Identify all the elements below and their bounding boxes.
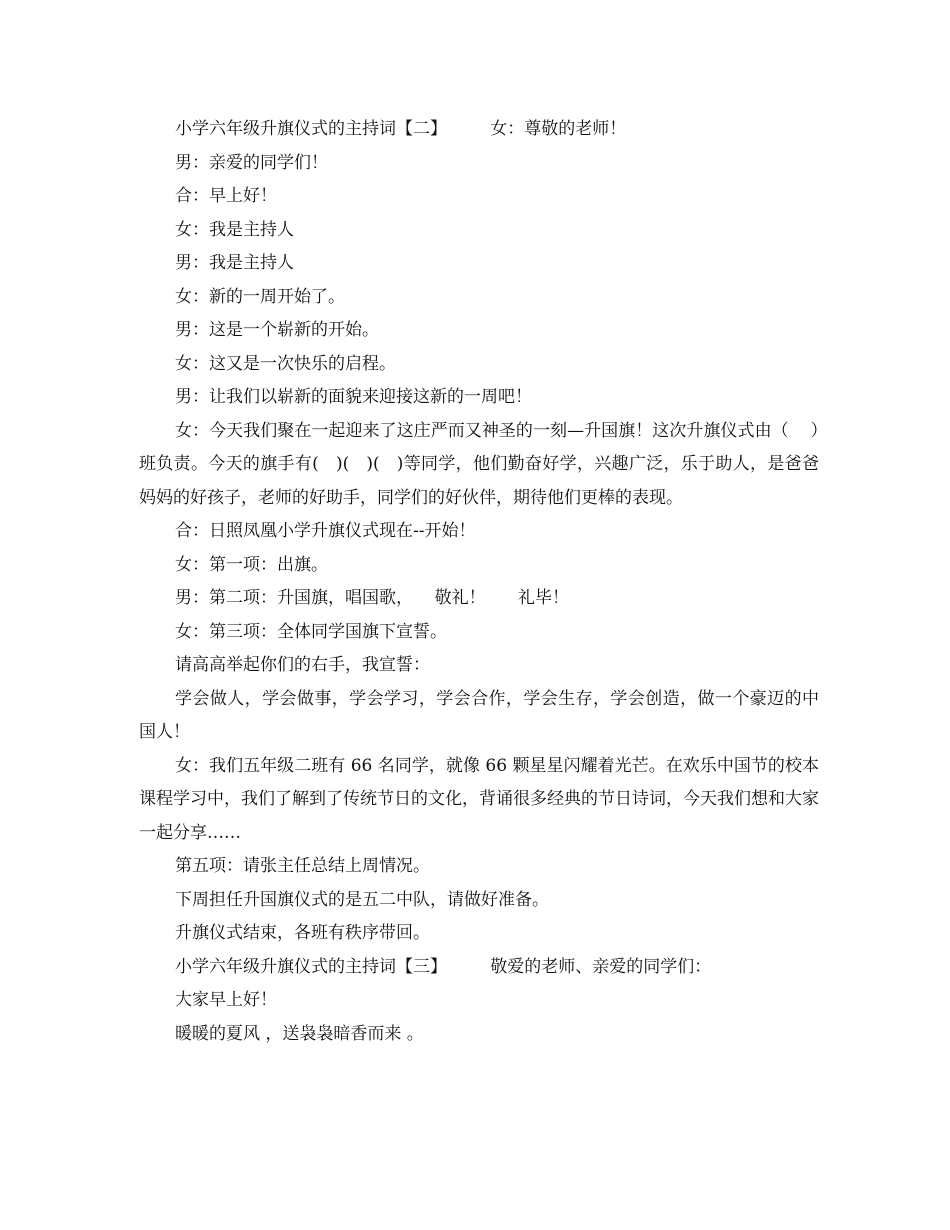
paragraph: 升旗仪式结束，各班有秩序带回。 [175,923,430,943]
paragraph: 女：第三项：全体同学国旗下宣誓。 [175,621,447,642]
paragraph: 男：让我们以崭新的面貌来迎接这新的一周吧！ [175,387,532,407]
paragraph: 女：今天我们聚在一起迎来了这庄严而又神圣的一刻—升国旗！这次升旗仪式由（ ）班负责。今天的旗手有( )( )( )等同学，他们勤奋好学，兴趣广泛，乐于助人，是爸爸妈妈的好孩子，老师的好助手，同学们的好伙伴，期待他们更棒的表现。 [139,420,819,508]
paragraph: 男：第二项：升国旗，唱国歌， 敬礼！ 礼毕！ [175,588,570,608]
paragraph: 男：这是一个崭新的开始。 [175,320,379,340]
paragraph: 女：第一项：出旗。 [175,554,328,575]
paragraph: 小学六年级升旗仪式的主持词【三】 敬爱的老师、亲爱的同学们： [175,956,712,977]
paragraph: 小学六年级升旗仪式的主持词【二】 女：尊敬的老师！ [175,119,627,139]
paragraph: 男：亲爱的同学们！ [175,152,328,173]
paragraph: 学会做人，学会做事，学会学习，学会合作，学会生存，学会创造，做一个豪迈的中国人！ [139,688,819,742]
paragraph: 女：我是主持人 [175,219,294,240]
paragraph: 男：我是主持人 [175,253,294,273]
paragraph: 大家早上好！ [175,990,277,1010]
paragraph: 女：我们五年级二班有 66 名同学，就像 66 颗星星闪耀着光芒。在欢乐中国节的校本课程学习中，我们了解到了传统节日的文化，背诵很多经典的节日诗词，今天我们想和大家一起分享…… [139,755,819,843]
paragraph: 女：这又是一次快乐的启程。 [175,353,396,374]
paragraph: 下周担任升国旗仪式的是五二中队，请做好准备。 [175,889,549,910]
paragraph: 第五项：请张主任总结上周情况。 [175,856,430,876]
paragraph: 女：新的一周开始了。 [175,286,345,307]
document-body [139,113,819,1051]
paragraph: 合：日照凤凰小学升旗仪式现在--开始！ [175,521,476,541]
paragraph: 合：早上好！ [175,186,277,206]
paragraph: 请高高举起你们的右手，我宣誓： [175,655,430,675]
paragraph: 暖暖的夏风 ，送袅袅暗香而来 。 [175,1023,424,1044]
